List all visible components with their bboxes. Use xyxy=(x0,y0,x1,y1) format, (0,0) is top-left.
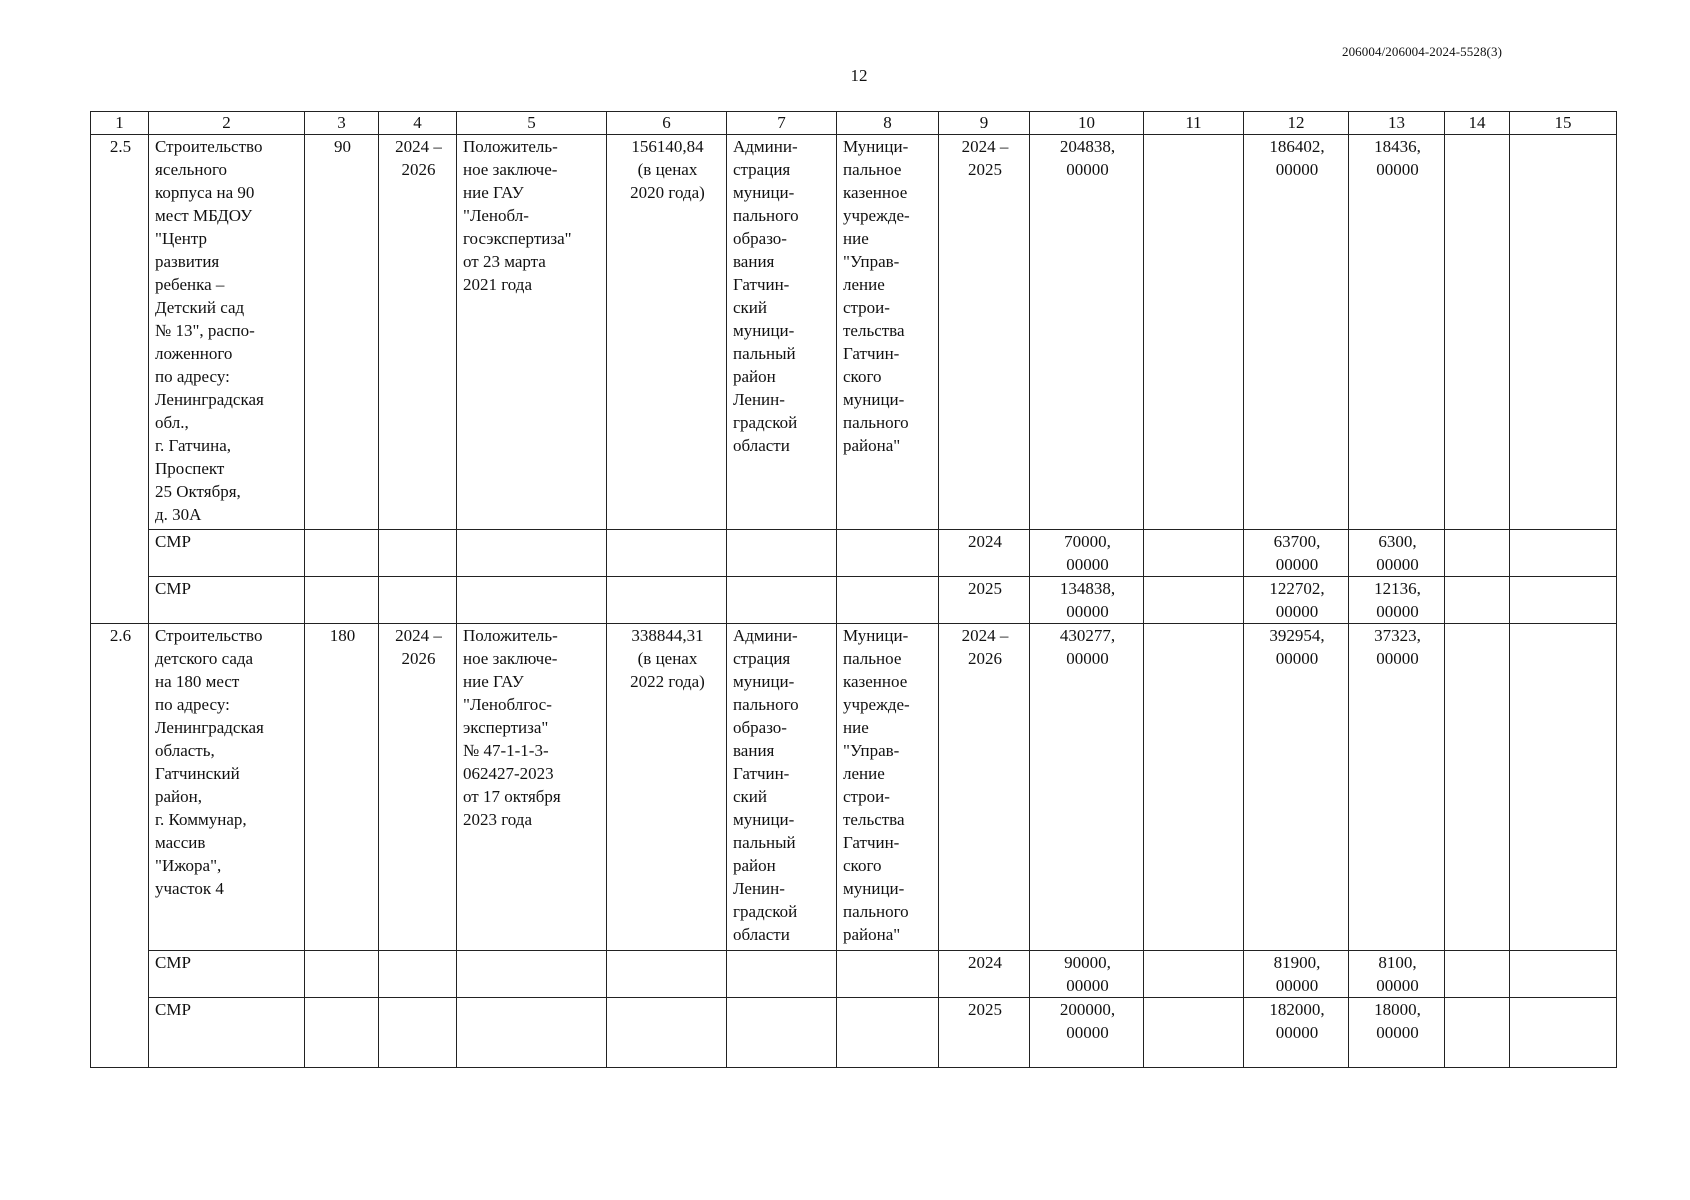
empty-cell xyxy=(1510,998,1617,1068)
years-cell: 2025 xyxy=(939,577,1030,624)
column-header: 15 xyxy=(1510,112,1617,135)
column-header: 12 xyxy=(1244,112,1349,135)
col12-cell: 122702, 00000 xyxy=(1244,577,1349,624)
investment-table xyxy=(90,111,1617,1068)
col14-cell xyxy=(1445,135,1510,530)
empty-cell xyxy=(305,577,379,624)
empty-cell xyxy=(457,951,607,998)
row-number: 2.6 xyxy=(91,624,149,1068)
col14-cell xyxy=(1445,624,1510,951)
empty-cell xyxy=(305,530,379,577)
empty-cell xyxy=(837,998,939,1068)
work-type-cell: СМР xyxy=(149,577,305,624)
col15-cell xyxy=(1510,624,1617,951)
years-cell: 2024 – 2026 xyxy=(939,624,1030,951)
column-header: 10 xyxy=(1030,112,1144,135)
cost-cell: 338844,31 (в ценах 2022 года) xyxy=(607,624,727,951)
object-name-cell: Строительство ясельного корпуса на 90 мест МБДОУ "Центр развития ребенка – Детский сад № 13", распо- ложенного по адресу: Ленинградская обл., г. Гатчина, Проспект 25 Октября, д. 30А xyxy=(149,135,305,530)
work-type-cell: СМР xyxy=(149,951,305,998)
years-cell: 2024 xyxy=(939,951,1030,998)
empty-cell xyxy=(837,530,939,577)
col13-cell: 18000, 00000 xyxy=(1349,998,1445,1068)
empty-cell xyxy=(727,577,837,624)
col11-cell xyxy=(1144,135,1244,530)
empty-cell xyxy=(379,998,457,1068)
column-header: 4 xyxy=(379,112,457,135)
empty-cell xyxy=(1510,530,1617,577)
column-header: 5 xyxy=(457,112,607,135)
empty-cell xyxy=(837,577,939,624)
total-cell: 134838, 00000 xyxy=(1030,577,1144,624)
empty-cell xyxy=(607,998,727,1068)
empty-cell xyxy=(1144,951,1244,998)
empty-cell xyxy=(1144,530,1244,577)
col13-cell: 18436, 00000 xyxy=(1349,135,1445,530)
empty-cell xyxy=(305,951,379,998)
administrator-cell: Админи- страция муници- пального образо- вания Гатчин- ский муници- пальный район Ленин- градской области xyxy=(727,135,837,530)
col12-cell: 186402, 00000 xyxy=(1244,135,1349,530)
total-cell: 200000, 00000 xyxy=(1030,998,1144,1068)
empty-cell xyxy=(837,951,939,998)
total-cell: 70000, 00000 xyxy=(1030,530,1144,577)
document-id: 206004/206004-2024-5528(3) xyxy=(1341,44,1502,59)
empty-cell xyxy=(379,577,457,624)
total-cell: 430277, 00000 xyxy=(1030,624,1144,951)
column-header: 6 xyxy=(607,112,727,135)
work-type-cell: СМР xyxy=(149,998,305,1068)
years-cell: 2025 xyxy=(939,998,1030,1068)
empty-cell xyxy=(1144,577,1244,624)
page-number: 12 xyxy=(850,66,868,85)
empty-cell xyxy=(1445,530,1510,577)
col12-cell: 392954, 00000 xyxy=(1244,624,1349,951)
column-header: 2 xyxy=(149,112,305,135)
table-row xyxy=(91,624,1617,951)
table-row xyxy=(91,951,1617,998)
column-header: 9 xyxy=(939,112,1030,135)
column-header: 11 xyxy=(1144,112,1244,135)
empty-cell xyxy=(1445,998,1510,1068)
empty-cell xyxy=(379,530,457,577)
column-header: 7 xyxy=(727,112,837,135)
column-header: 3 xyxy=(305,112,379,135)
empty-cell xyxy=(607,530,727,577)
empty-cell xyxy=(305,998,379,1068)
administrator-cell: Админи- страция муници- пального образо- вания Гатчин- ский муници- пальный район Ленин- градской области xyxy=(727,624,837,951)
empty-cell xyxy=(1510,951,1617,998)
empty-cell xyxy=(727,951,837,998)
work-type-cell: СМР xyxy=(149,530,305,577)
col12-cell: 182000, 00000 xyxy=(1244,998,1349,1068)
empty-cell xyxy=(457,577,607,624)
empty-cell xyxy=(1510,577,1617,624)
empty-cell xyxy=(1445,577,1510,624)
empty-cell xyxy=(457,998,607,1068)
col13-cell: 12136, 00000 xyxy=(1349,577,1445,624)
capacity-cell: 180 xyxy=(305,624,379,951)
total-cell: 204838, 00000 xyxy=(1030,135,1144,530)
expertise-cell: Положитель- ное заключе- ние ГАУ "Леноблгос- экспертиза" № 47-1-1-3- 062427-2023 от 17 октября 2023 года xyxy=(457,624,607,951)
period-cell: 2024 – 2026 xyxy=(379,624,457,951)
table-row xyxy=(91,135,1617,530)
empty-cell xyxy=(1144,998,1244,1068)
table-row xyxy=(91,998,1617,1068)
capacity-cell: 90 xyxy=(305,135,379,530)
col11-cell xyxy=(1144,624,1244,951)
col12-cell: 81900, 00000 xyxy=(1244,951,1349,998)
col15-cell xyxy=(1510,135,1617,530)
column-number-header-row xyxy=(91,112,1617,135)
column-header: 14 xyxy=(1445,112,1510,135)
years-cell: 2024 xyxy=(939,530,1030,577)
col13-cell: 37323, 00000 xyxy=(1349,624,1445,951)
empty-cell xyxy=(607,951,727,998)
table-row xyxy=(91,577,1617,624)
row-number: 2.5 xyxy=(91,135,149,624)
table-row xyxy=(91,530,1617,577)
column-header: 1 xyxy=(91,112,149,135)
customer-cell: Муници- пальное казенное учрежде- ние "Управ- ление строи- тельства Гатчин- ского муници- пального района" xyxy=(837,624,939,951)
empty-cell xyxy=(379,951,457,998)
expertise-cell: Положитель- ное заключе- ние ГАУ "Ленобл- госэкспертиза" от 23 марта 2021 года xyxy=(457,135,607,530)
object-name-cell: Строительство детского сада на 180 мест по адресу: Ленинградская область, Гатчинский район, г. Коммунар, массив "Ижора", участок 4 xyxy=(149,624,305,951)
empty-cell xyxy=(727,530,837,577)
empty-cell xyxy=(457,530,607,577)
empty-cell xyxy=(727,998,837,1068)
cost-cell: 156140,84 (в ценах 2020 года) xyxy=(607,135,727,530)
period-cell: 2024 – 2026 xyxy=(379,135,457,530)
col13-cell: 8100, 00000 xyxy=(1349,951,1445,998)
years-cell: 2024 – 2025 xyxy=(939,135,1030,530)
col13-cell: 6300, 00000 xyxy=(1349,530,1445,577)
col12-cell: 63700, 00000 xyxy=(1244,530,1349,577)
empty-cell xyxy=(607,577,727,624)
customer-cell: Муници- пальное казенное учрежде- ние "Управ- ление строи- тельства Гатчин- ского муници- пального района" xyxy=(837,135,939,530)
column-header: 8 xyxy=(837,112,939,135)
total-cell: 90000, 00000 xyxy=(1030,951,1144,998)
empty-cell xyxy=(1445,951,1510,998)
column-header: 13 xyxy=(1349,112,1445,135)
